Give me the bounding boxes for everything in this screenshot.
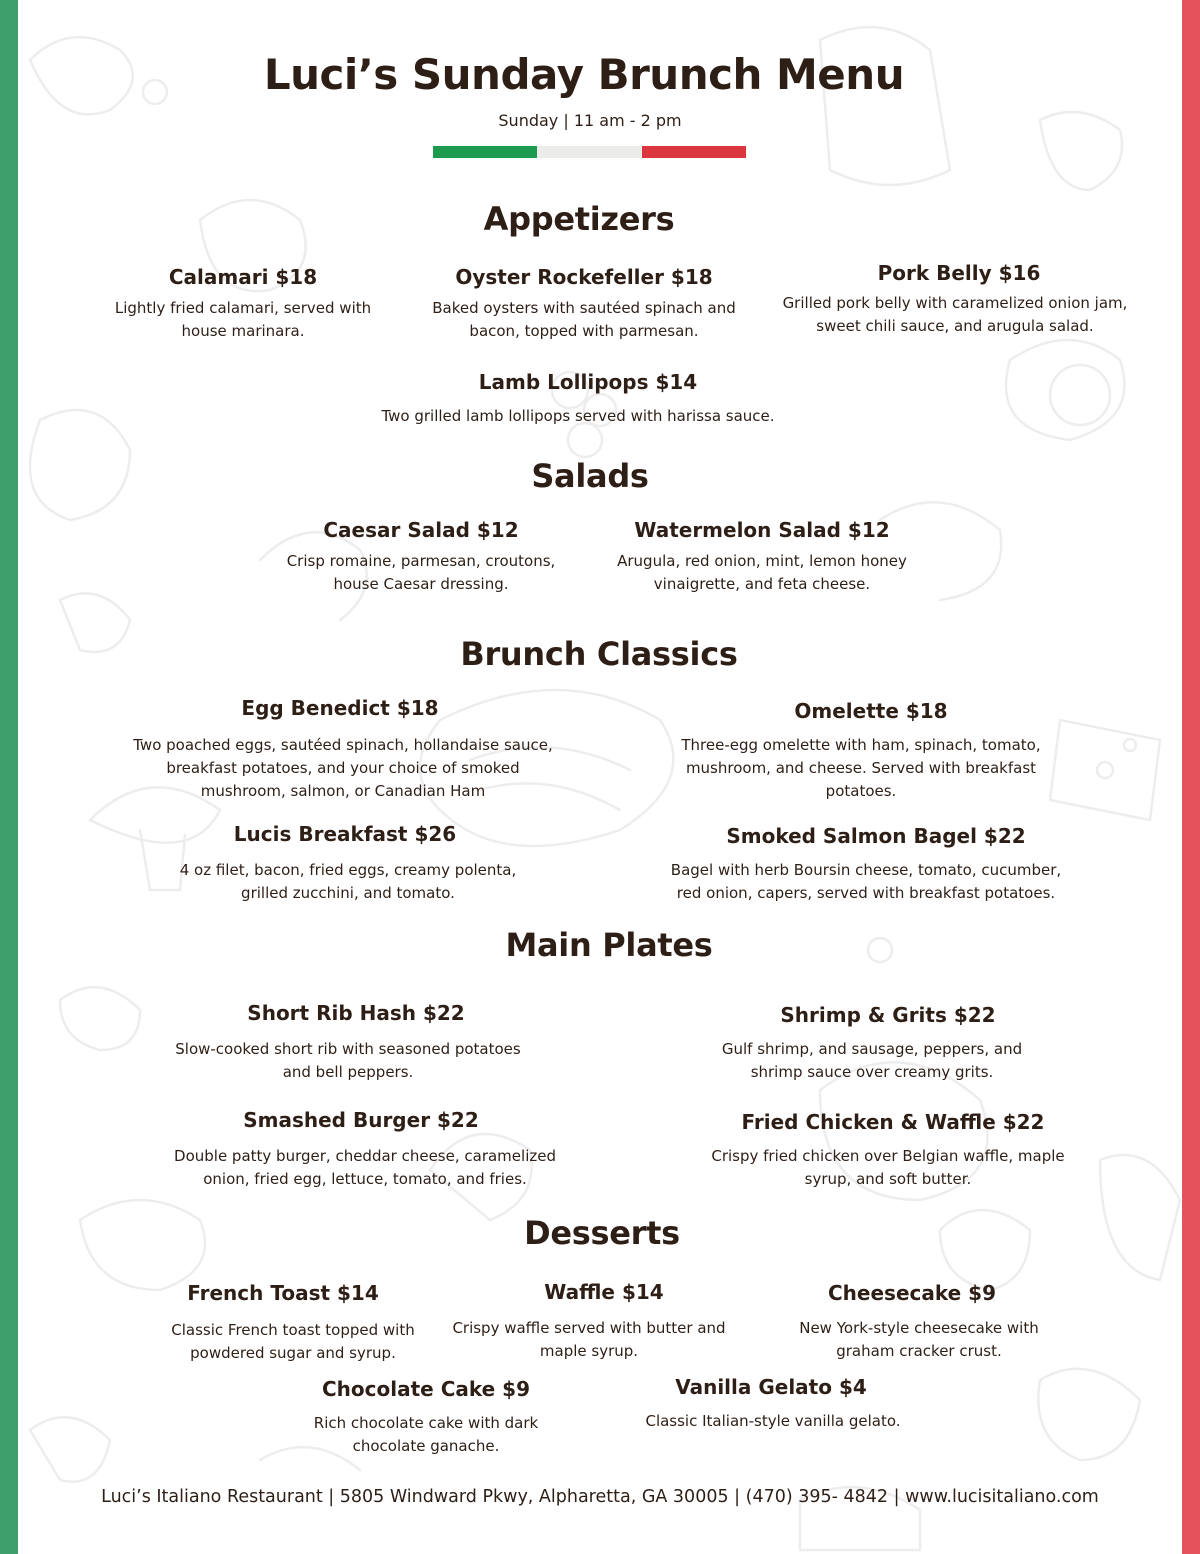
item-desc-short-rib-hash: Slow-cooked short rib with seasoned potatoes and bell peppers. <box>175 1040 521 1081</box>
item-name-lucis-breakfast: Lucis Breakfast $26 <box>233 822 457 846</box>
section-heading-brunch-classics: Brunch Classics <box>460 635 738 673</box>
item-desc-caesar-salad: Crisp romaine, parmesan, croutons, house Caesar dressing. <box>286 552 556 593</box>
item-name-omelette: Omelette $18 <box>794 699 948 723</box>
item-name-calamari: Calamari $18 <box>168 265 318 289</box>
item-name-cheesecake: Cheesecake $9 <box>828 1281 996 1305</box>
item-name-oyster-rockefeller: Oyster Rockefeller $18 <box>455 265 713 289</box>
section-heading-main-plates: Main Plates <box>505 926 713 964</box>
item-desc-calamari: Lightly fried calamari, served with house marinara. <box>114 299 372 340</box>
item-name-waffle: Waffle $14 <box>544 1280 664 1304</box>
item-name-egg-benedict: Egg Benedict $18 <box>241 696 439 720</box>
item-desc-smashed-burger: Double patty burger, cheddar cheese, caramelized onion, fried egg, lettuce, tomato, and fries. <box>174 1147 556 1188</box>
item-name-smashed-burger: Smashed Burger $22 <box>243 1108 479 1132</box>
item-desc-oyster-rockefeller: Baked oysters with sautéed spinach and bacon, topped with parmesan. <box>432 299 736 340</box>
item-name-fried-chicken-waffle: Fried Chicken & Waffle $22 <box>741 1110 1045 1134</box>
menu-title: Luci’s Sunday Brunch Menu <box>263 50 905 99</box>
item-desc-lucis-breakfast: 4 oz filet, bacon, fried eggs, creamy polenta, grilled zucchini, and tomato. <box>179 861 517 902</box>
flag-green-band <box>433 146 537 158</box>
item-desc-waffle: Crispy waffle served with butter and maple syrup. <box>452 1319 726 1360</box>
item-desc-chocolate-cake: Rich chocolate cake with dark chocolate ganache. <box>313 1414 539 1455</box>
item-desc-smoked-salmon-bagel: Bagel with herb Boursin cheese, tomato, cucumber, red onion, capers, served with breakfast potatoes. <box>670 861 1062 902</box>
italian-flag-divider <box>433 146 746 158</box>
item-desc-shrimp-grits: Gulf shrimp, and sausage, peppers, and shrimp sauce over creamy grits. <box>721 1040 1023 1081</box>
item-name-smoked-salmon-bagel: Smoked Salmon Bagel $22 <box>726 824 1026 848</box>
flag-red-band <box>642 146 746 158</box>
item-desc-vanilla-gelato: Classic Italian-style vanilla gelato. <box>645 1412 901 1430</box>
restaurant-contact-footer: Luci’s Italiano Restaurant | 5805 Windward Pkwy, Alpharetta, GA 30005 | (470) 395- 4842 | www.lucisitaliano.com <box>101 1487 1099 1507</box>
item-name-french-toast: French Toast $14 <box>187 1281 379 1305</box>
section-heading-appetizers: Appetizers <box>483 200 675 238</box>
item-desc-pork-belly: Grilled pork belly with caramelized onion jam, sweet chili sauce, and arugula salad. <box>782 294 1128 335</box>
section-heading-desserts: Desserts <box>524 1214 680 1252</box>
item-desc-fried-chicken-waffle: Crispy fried chicken over Belgian waffle, maple syrup, and soft butter. <box>711 1147 1065 1188</box>
item-name-watermelon-salad: Watermelon Salad $12 <box>634 518 890 542</box>
flag-white-band <box>537 146 641 158</box>
item-name-lamb-lollipops: Lamb Lollipops $14 <box>478 370 698 394</box>
item-desc-watermelon-salad: Arugula, red onion, mint, lemon honey vinaigrette, and feta cheese. <box>617 552 907 593</box>
section-heading-salads: Salads <box>531 457 649 495</box>
item-name-vanilla-gelato: Vanilla Gelato $4 <box>675 1375 867 1399</box>
item-name-pork-belly: Pork Belly $16 <box>877 261 1041 285</box>
item-desc-lamb-lollipops: Two grilled lamb lollipops served with harissa sauce. <box>381 407 775 425</box>
item-name-caesar-salad: Caesar Salad $12 <box>323 518 519 542</box>
item-desc-egg-benedict: Two poached eggs, sautéed spinach, hollandaise sauce, breakfast potatoes, and your choice of smoked mushroom, salmon, or Canadian Ham <box>133 736 553 800</box>
item-desc-cheesecake: New York-style cheesecake with graham cracker crust. <box>799 1319 1039 1360</box>
item-desc-french-toast: Classic French toast topped with powdered sugar and syrup. <box>171 1321 415 1362</box>
item-name-short-rib-hash: Short Rib Hash $22 <box>247 1001 465 1025</box>
item-name-chocolate-cake: Chocolate Cake $9 <box>322 1377 530 1401</box>
menu-hours: Sunday | 11 am - 2 pm <box>498 111 682 130</box>
item-name-shrimp-grits: Shrimp & Grits $22 <box>780 1003 996 1027</box>
item-desc-omelette: Three-egg omelette with ham, spinach, tomato, mushroom, and cheese. Served with breakfast potatoes. <box>681 736 1041 800</box>
